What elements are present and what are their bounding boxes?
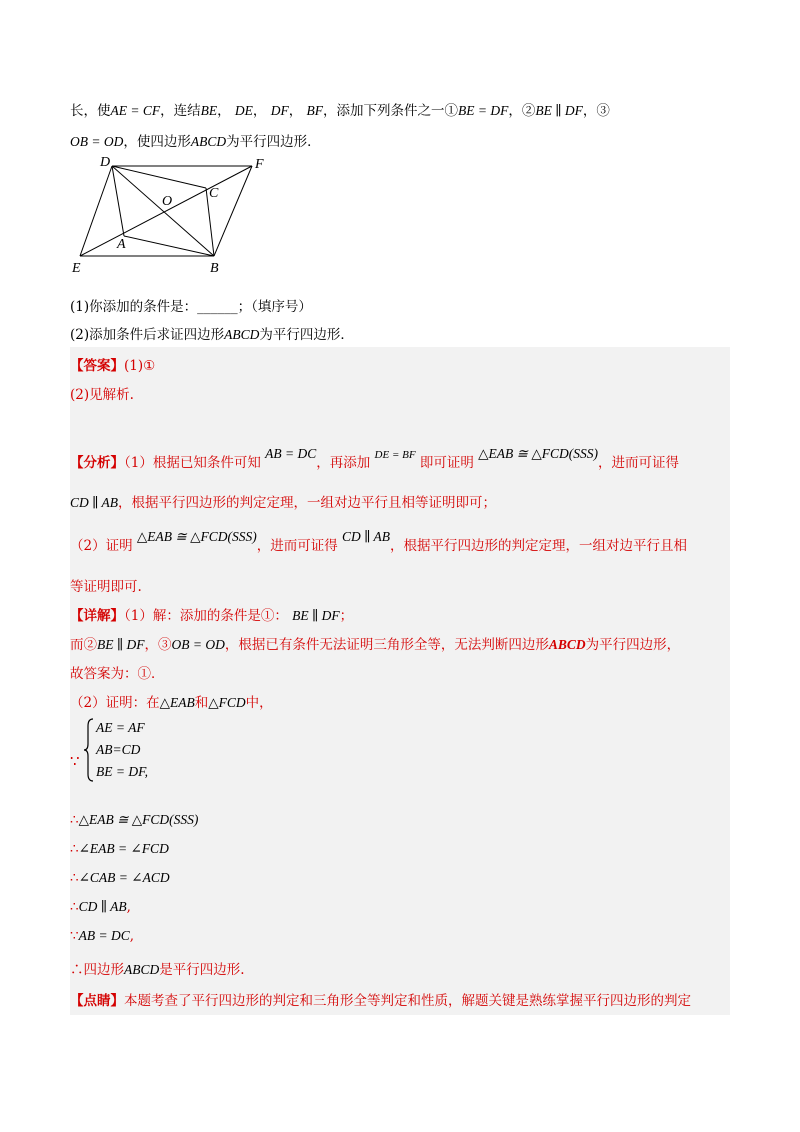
math-expr: BE ∥ DF xyxy=(292,608,340,623)
since-symbol: ∵ xyxy=(70,752,80,770)
system-eq-1: AE = AF xyxy=(96,720,145,735)
analysis-line-3 xyxy=(70,529,687,554)
math-expr: BE = DF xyxy=(96,764,145,779)
detail-line-4 xyxy=(70,691,273,711)
text: 为平行四边形． xyxy=(259,327,354,343)
text: , xyxy=(129,928,134,944)
detail-line-3: 故答案为：①． xyxy=(70,666,165,682)
answer-line-1 xyxy=(70,354,155,374)
text: ，连结 xyxy=(160,103,201,119)
analysis-line-4: 等证明即可. xyxy=(70,579,142,595)
text: （1）解：添加的条件是①： xyxy=(124,608,288,624)
math-expr: ABCD xyxy=(548,637,586,652)
therefore-symbol: ∴ xyxy=(70,841,79,857)
math-expr: AB = DC xyxy=(265,446,317,461)
text: 为平行四边形， xyxy=(585,637,681,653)
label-F: F xyxy=(255,157,264,172)
text: ，③ xyxy=(582,103,610,119)
segment-EF xyxy=(80,166,252,256)
proof-step-3 xyxy=(70,870,170,886)
math-expr: BE ∥ DF xyxy=(97,637,145,652)
proof-step-4 xyxy=(70,899,131,915)
detail-line-2 xyxy=(70,633,680,653)
text: ，添加下列条件之一 xyxy=(323,103,445,119)
detail-tag: 【详解】 xyxy=(70,608,124,624)
math-expr: ABCD xyxy=(190,134,227,149)
therefore-symbol: ∴ xyxy=(70,962,84,978)
math-expr: △FCD xyxy=(208,695,246,710)
question-line-1: 长，使AE = CF，连结BE， DE， DF， BF，添加下列条件之一①BE = DF，②BE ∥ DF，③ xyxy=(70,103,610,119)
math-expr: △EAB ≅ △FCD(SSS) xyxy=(78,812,199,827)
geometry-figure xyxy=(70,148,280,278)
math-expr: CD ∥ AB xyxy=(78,899,127,914)
left-brace xyxy=(84,718,94,782)
text: 是平行四边形. xyxy=(159,962,245,978)
math-expr: ∠EAB = ∠FCD xyxy=(78,841,169,856)
text: （1）根据已知条件可知 xyxy=(124,455,261,471)
text: 而② xyxy=(70,637,97,653)
part-1: (1)你添加的条件是：______；（填序号） xyxy=(70,299,312,315)
proof-step-6 xyxy=(70,958,245,978)
label-B: B xyxy=(210,261,219,276)
math-expr: △EAB xyxy=(159,695,195,710)
math-expr: BE xyxy=(200,103,218,118)
therefore-symbol: ∴ xyxy=(70,870,79,886)
math-expr: DE = BF xyxy=(374,449,416,461)
math-expr: △EAB ≅ △FCD(SSS) xyxy=(478,446,598,461)
analysis-line-1 xyxy=(70,446,679,471)
text: 四边形 xyxy=(83,962,124,978)
answer-background xyxy=(70,347,730,1015)
text: (2)添加条件后求证四边形 xyxy=(70,327,225,343)
answer-tag: 【答案】 xyxy=(70,358,124,374)
segment-DB xyxy=(112,166,214,256)
text: （2）证明：在 xyxy=(70,695,160,711)
math-expr: OB = OD xyxy=(171,637,225,652)
system-eq-3 xyxy=(96,764,148,780)
text: ，进而可证得 xyxy=(597,455,679,471)
text: ，根据已有条件无法证明三角形全等，无法判断四边形 xyxy=(224,637,549,653)
math-expr: ∠CAB = ∠ACD xyxy=(78,870,170,885)
text: , xyxy=(144,764,148,779)
math-expr: BF xyxy=(306,103,323,118)
text: ① xyxy=(444,103,458,119)
proof-step-2 xyxy=(70,841,169,857)
system-eq-2: AB=CD xyxy=(96,742,141,757)
text: ，使四边形 xyxy=(123,134,191,150)
text: （2）证明 xyxy=(70,538,133,554)
analysis-tag: 【分析】 xyxy=(70,455,124,471)
math-expr: OB = OD xyxy=(70,134,124,149)
because-symbol: ∵ xyxy=(70,928,79,944)
proof-step-5 xyxy=(70,928,134,944)
text: , xyxy=(126,899,131,915)
label-O: O xyxy=(162,194,173,209)
math-expr: BE = DF xyxy=(458,103,509,118)
segment-AB xyxy=(124,236,214,256)
comment-text: 本题考查了平行四边形的判定和三角形全等判定和性质，解题关键是熟练掌握平行四边形的判定 xyxy=(124,993,691,1009)
answer-1: (1)① xyxy=(124,358,156,374)
text: ，根据平行四边形的判定定理，一组对边平行且相 xyxy=(390,538,687,554)
math-expr: △EAB ≅ △FCD(SSS) xyxy=(136,529,257,544)
math-expr: ABCD xyxy=(124,962,160,977)
text: 中， xyxy=(245,695,273,711)
text: ，② xyxy=(508,103,536,119)
math-expr: CD ∥ AB xyxy=(70,495,118,510)
label-A: A xyxy=(117,237,126,252)
math-expr: CD ∥ AB xyxy=(342,529,390,544)
answer-line-2: (2)见解析. xyxy=(70,387,134,403)
analysis-line-2 xyxy=(70,491,496,511)
comment-line xyxy=(70,989,691,1009)
math-expr: AE = CF xyxy=(110,103,161,118)
text: 和 xyxy=(194,695,209,711)
part-2 xyxy=(70,323,354,343)
therefore-symbol: ∴ xyxy=(70,899,79,915)
math-expr: DF xyxy=(270,103,289,118)
segment-DE xyxy=(80,166,112,256)
text: ，根据平行四边形的判定定理，一组对边平行且相等证明即可； xyxy=(118,495,496,511)
question-line-2 xyxy=(70,130,321,150)
math-expr: BE ∥ DF xyxy=(535,103,583,118)
text: ； xyxy=(339,608,354,624)
label-D: D xyxy=(100,155,111,170)
segment-FB xyxy=(214,166,252,256)
math-expr: DE xyxy=(234,103,253,118)
text: ，进而可证得 xyxy=(256,538,338,554)
math-expr: AB = DC xyxy=(78,928,130,943)
text: 长，使 xyxy=(70,103,111,119)
proof-step-1 xyxy=(70,812,198,828)
label-E: E xyxy=(72,261,81,276)
detail-line-1 xyxy=(70,604,353,624)
comment-tag: 【点睛】 xyxy=(70,993,124,1009)
text: ，③ xyxy=(144,637,172,653)
therefore-symbol: ∴ xyxy=(70,812,79,828)
label-C: C xyxy=(209,186,219,201)
segment-DC xyxy=(112,166,206,188)
math-expr: ABCD xyxy=(224,327,260,342)
text: 即可证明 xyxy=(419,455,474,471)
text: ，再添加 xyxy=(316,455,371,471)
text: 为平行四边形． xyxy=(226,134,321,150)
segment-DA xyxy=(112,166,124,236)
